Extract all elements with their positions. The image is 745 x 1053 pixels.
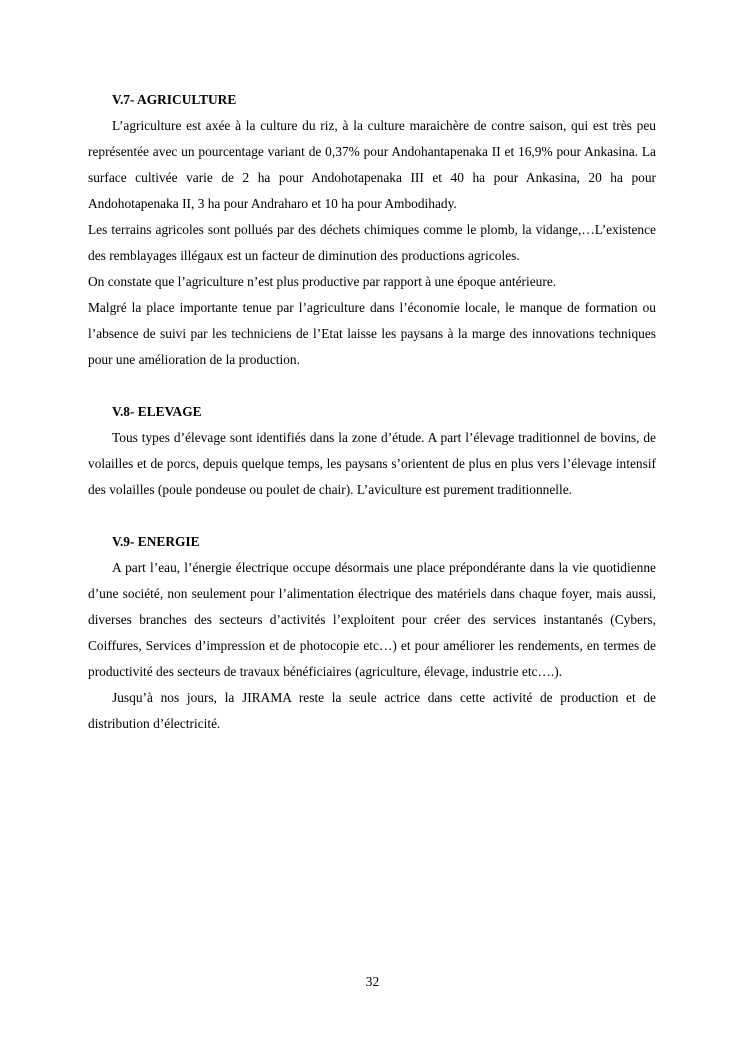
elevage-paragraph-1: Tous types d’élevage sont identifiés dans la zone d’étude. A part l’élevage traditionnel de bovins, de volailles et de porcs, depuis quelque temps, les paysans s’orientent de plus en plus vers l’élevage intensif des volailles (poule pondeuse ou poulet de chair). L’aviculture est purement traditionnelle.	[88, 430, 656, 497]
section-heading-elevage: V.8- ELEVAGE	[112, 404, 202, 419]
energie-paragraph-1: A part l’eau, l’énergie électrique occupe désormais une place prépondérante dans la vie quotidienne d’une société, non seulement pour l’alimentation électrique des matériels dans chaque foyer, mais aussi, diverses branches des secteurs d’activités l’exploitent pour créer des services instantanés (Cybers, Coiffures, Services d’impression et de photocopie etc…) et pour améliorer les rendements, en termes de productivité des secteurs de travaux bénéficiaires (agriculture, élevage, industrie etc….).	[88, 560, 656, 679]
agriculture-paragraph-2: Les terrains agricoles sont pollués par des déchets chimiques comme le plomb, la vidange,…L’existence des remblayages illégaux est un facteur de diminution des productions agricoles.	[88, 222, 656, 263]
agriculture-paragraph-3: On constate que l’agriculture n’est plus productive par rapport à une époque antérieure.	[88, 274, 557, 289]
agriculture-paragraph-4: Malgré la place importante tenue par l’agriculture dans l’économie locale, le manque de formation ou l’absence de suivi par les techniciens de l’Etat laisse les paysans à la marge des innovations techniques pour une amélioration de la production.	[88, 300, 656, 367]
page-number: 32	[365, 974, 380, 989]
energie-paragraph-2: Jusqu’à nos jours, la JIRAMA reste la seule actrice dans cette activité de production et de distribution d’électricité.	[88, 690, 656, 731]
section-spacer	[88, 373, 656, 399]
section-heading-energie: V.9- ENERGIE	[112, 534, 200, 549]
section-heading-agriculture: V.7- AGRICULTURE	[112, 92, 237, 107]
agriculture-paragraph-1: L’agriculture est axée à la culture du riz, à la culture maraichère de contre saison, qui est très peu représentée avec un pourcentage variant de 0,37% pour Andohantapenaka II et 16,9% pour Ankasina. La surface cultivée varie de 2 ha pour Andohotapenaka III et 40 ha pour Ankasina, 20 ha pour Andohotapenaka II, 3 ha pour Andraharo et 10 ha pour Ambodihady.	[88, 118, 656, 211]
document-page	[88, 87, 656, 737]
section-spacer	[88, 503, 656, 529]
